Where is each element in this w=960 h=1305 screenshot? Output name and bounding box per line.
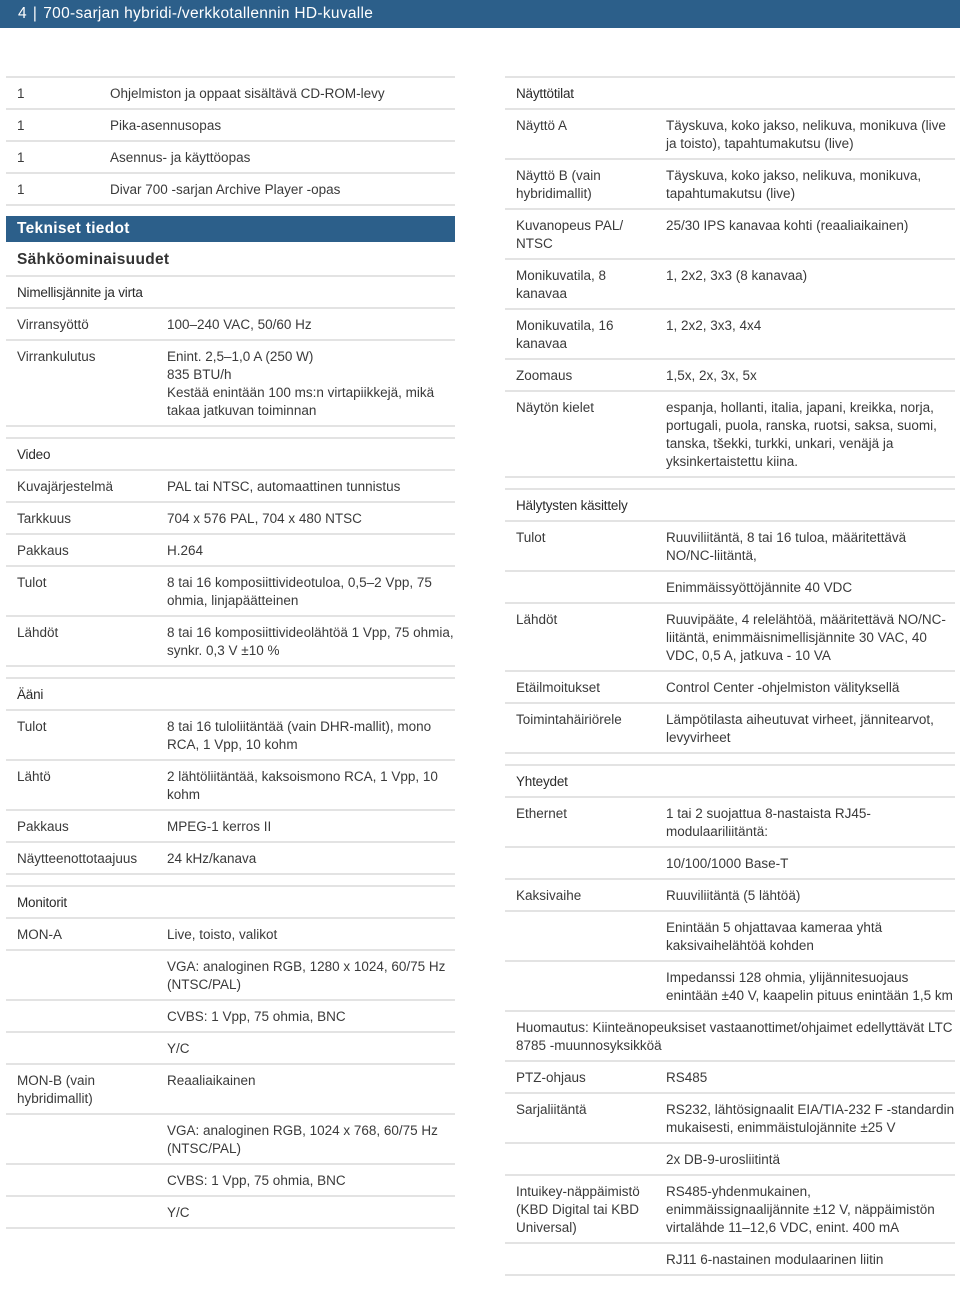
row-label [17,1122,167,1158]
row-label [17,1204,167,1222]
table-row [6,76,455,110]
power-heading: Nimellisjännite ja virta [6,277,455,309]
row-label [17,1040,167,1058]
table-row [6,617,455,667]
table-row [505,160,955,210]
row-label: 1 [17,118,25,133]
table-row [505,880,955,912]
table-row [505,360,955,392]
table-row [505,962,955,1012]
row-label [516,579,666,597]
row-label [17,958,167,994]
row-value: espanja, hollanti, italia, japani, kreikka, norja, portugali, puola, ranska, ruotsi, saksa, suomi, tanska, tšekki, turkki, unkari, venäjä ja yksinkertaistettu kiina. [666,400,937,469]
row-label: Tulot [516,530,546,545]
row-value: Enint. 2,5–1,0 A (250 W) 835 BTU/h Kestää enintään 100 ms:n virtapiikkejä, mikä takaa jatkuvan toiminnan [167,349,435,418]
table-row [6,567,455,617]
row-label: Näyttö B (vain hybridimallit) [516,168,601,201]
header-separator: | [32,5,38,22]
row-value: 1 tai 2 suojattua 8-nastaista RJ45-modulaariliitäntä: [666,806,871,839]
row-label: Tarkkuus [17,511,72,526]
audio-table [6,711,455,875]
table-row [505,912,955,962]
row-value: 2x DB-9-urosliitintä [666,1152,781,1167]
table-row [505,1062,955,1094]
row-value: 704 x 576 PAL, 704 x 480 NTSC [167,511,362,526]
table-row [6,110,455,142]
row-value: Ruuvipääte, 4 relelähtöä, määritettävä NO/NC-liitäntä, enimmäisnimellisjännite 30 VAC, 40 VDC, 0,5 A, jatkuva - 10 VA [666,612,946,663]
spacer [6,667,455,677]
table-row [6,843,455,875]
row-label: Intuikey-näppäimistö (KBD Digital tai KBD Universal) [516,1184,640,1235]
row-label: 1 [17,86,25,101]
table-row [505,110,955,160]
row-label: Zoomaus [516,368,573,383]
row-value: RS485 [666,1070,708,1085]
table-row [6,711,455,761]
left-column [6,76,455,1229]
row-value: Täyskuva, koko jakso, nelikuva, monikuva (live ja toisto), tapahtumakutsu (live) [666,118,946,151]
technical-data-heading: Tekniset tiedot [6,216,455,242]
table-row [505,704,955,754]
row-label: MON-A [17,927,62,942]
row-label: PTZ-ohjaus [516,1070,586,1085]
row-label: Lähdöt [17,625,59,640]
table-row [505,672,955,704]
display-modes-table [505,110,955,478]
row-label: Tulot [17,575,47,590]
display-modes-heading: Näyttötilat [505,76,955,110]
table-row [6,1197,455,1229]
table-row [6,503,455,535]
row-label: MON-B (vain hybridimallit) [17,1073,96,1106]
row-value: Ruuviliitäntä (5 lähtöä) [666,888,801,903]
table-row [505,1176,955,1244]
spacer [6,875,455,885]
power-table [6,309,455,427]
table-row [505,798,955,848]
row-label: Etäilmoitukset [516,680,601,695]
row-value: 1, 2x2, 3x3, 4x4 [666,318,762,333]
table-row [505,1094,955,1144]
row-value: Ohjelmiston ja oppaat sisältävä CD-ROM-levy [110,86,385,101]
table-row [505,210,955,260]
table-row [505,310,955,360]
row-label: Toimintahäiriörele [516,712,622,727]
video-table [6,471,455,667]
row-label: Lähdöt [516,612,558,627]
table-row [6,309,455,341]
table-row [505,392,955,478]
connections-heading: Yhteydet [505,764,955,798]
row-label [516,1151,666,1169]
table-row [6,1001,455,1033]
row-label: 1 [17,150,25,165]
row-value: CVBS: 1 Vpp, 75 ohmia, BNC [167,1173,346,1188]
table-row [6,1065,455,1115]
table-row [6,1115,455,1165]
table-row [6,919,455,951]
row-label: Ethernet [516,806,568,821]
document-title: 700-sarjan hybridi-/verkkotallennin HD-kuvalle [43,5,374,22]
row-label: 1 [17,182,25,197]
row-label: Näyttö A [516,118,568,133]
row-value: RJ11 6-nastainen modulaarinen liitin [666,1252,884,1267]
row-value: H.264 [167,543,204,558]
row-value: 1,5x, 2x, 3x, 5x [666,368,757,383]
row-value: 8 tai 16 komposiittivideolähtöä 1 Vpp, 75 ohmia, synkr. 0,3 V ±10 % [167,625,454,658]
table-row [505,260,955,310]
alarm-table [505,522,955,754]
row-label: Monikuvatila, 16 kanavaa [516,318,614,351]
connections-table [505,798,955,1012]
row-value: PAL tai NTSC, automaattinen tunnistus [167,479,401,494]
row-label: Pakkaus [17,543,69,558]
row-value: 24 kHz/kanava [167,851,257,866]
note-text: Huomautus: Kiinteänopeuksiset vastaanottimet/ohjaimet edellyttävät LTC 8785 -muunnosyksikköä [505,1012,955,1062]
row-value: RS232, lähtösignaalit EIA/TIA-232 F -standardin mukaisesti, enimmäistulojännite ±25 V [666,1102,955,1135]
alarm-handling-heading: Hälytysten käsittely [505,488,955,522]
row-value: 25/30 IPS kanavaa kohti (reaaliaikainen) [666,218,909,233]
table-row [6,471,455,503]
table-row [6,951,455,1001]
row-value: MPEG-1 kerros II [167,819,272,834]
row-value: RS485-yhdenmukainen, enimmäissignaalijännite ±12 V, näppäimistön virtalähde 11–12,6 VDC, enint. 400 mA [666,1184,935,1235]
table-row [505,572,955,604]
row-label: Kaksivaihe [516,888,582,903]
interfaces-table [505,1062,955,1276]
table-row [6,341,455,427]
row-label [516,919,666,955]
row-label [516,855,666,873]
row-value: 10/100/1000 Base-T [666,856,789,871]
row-label: Sarjaliitäntä [516,1102,587,1117]
page-header [0,0,960,28]
row-label: Virransyöttö [17,317,89,332]
row-label: Tulot [17,719,47,734]
audio-heading: Ääni [6,677,455,711]
table-row [6,1033,455,1065]
video-heading: Video [6,437,455,471]
row-value: 8 tai 16 tuloliitäntää (vain DHR-mallit), mono RCA, 1 Vpp, 10 kohm [167,719,432,752]
table-row [505,1144,955,1176]
monitors-table [6,919,455,1229]
row-label: Näytön kielet [516,400,595,415]
table-row [505,604,955,672]
row-value: 2 lähtöliitäntää, kaksoismono RCA, 1 Vpp, 10 kohm [167,769,438,802]
row-value: Pika-asennusopas [110,118,222,133]
row-value: 1, 2x2, 3x3 (8 kanavaa) [666,268,808,283]
table-row [505,522,955,572]
row-value: Impedanssi 128 ohmia, ylijännitesuojaus enintään ±40 V, kaapelin pituus enintään 1,5 km [666,970,953,1003]
row-value: Reaaliaikainen [167,1073,256,1088]
row-value: Live, toisto, valikot [167,927,278,942]
monitors-heading: Monitorit [6,885,455,919]
table-row [505,848,955,880]
spacer [505,478,955,488]
row-label: Pakkaus [17,819,69,834]
package-contents [6,76,455,206]
row-value: CVBS: 1 Vpp, 75 ohmia, BNC [167,1009,346,1024]
row-value: 8 tai 16 komposiittivideotuloa, 0,5–2 Vpp, 75 ohmia, linjapäätteinen [167,575,432,608]
row-value: Asennus- ja käyttöopas [110,150,251,165]
table-row [505,1244,955,1276]
row-value: 100–240 VAC, 50/60 Hz [167,317,312,332]
table-row [6,535,455,567]
table-row [6,1165,455,1197]
table-row [6,811,455,843]
row-value: Enimmäissyöttöjännite 40 VDC [666,580,853,595]
table-row [6,142,455,174]
spacer [505,754,955,764]
row-label [516,969,666,1005]
row-label [516,1251,666,1269]
row-label: Näytteenottotaajuus [17,851,138,866]
row-value: VGA: analoginen RGB, 1280 x 1024, 60/75 Hz (NTSC/PAL) [167,959,446,992]
row-label: Lähtö [17,769,51,784]
page-number: 4 [18,5,27,22]
row-label: Monikuvatila, 8 kanavaa [516,268,607,301]
row-value: VGA: analoginen RGB, 1024 x 768, 60/75 Hz (NTSC/PAL) [167,1123,438,1156]
row-value: Y/C [167,1205,190,1220]
row-value: Täyskuva, koko jakso, nelikuva, monikuva, tapahtumakutsu (live) [666,168,922,201]
row-value: Enintään 5 ohjattavaa kameraa yhtä kaksivaihelähtöä kohden [666,920,883,953]
row-value: Y/C [167,1041,190,1056]
row-label: Virrankulutus [17,349,96,364]
spacer [6,427,455,437]
table-row [6,174,455,206]
row-label [17,1172,167,1190]
electrical-heading: Sähköominaisuudet [6,242,455,277]
row-label: Kuvanopeus PAL/ NTSC [516,218,624,251]
row-label [17,1008,167,1026]
row-value: Ruuviliitäntä, 8 tai 16 tuloa, määritettävä NO/NC-liitäntä, [666,530,907,563]
row-value: Divar 700 -sarjan Archive Player -opas [110,182,341,197]
right-column [505,76,955,1276]
row-label: Kuvajärjestelmä [17,479,114,494]
table-row [6,761,455,811]
row-value: Control Center -ohjelmiston välityksellä [666,680,900,695]
row-value: Lämpötilasta aiheutuvat virheet, jännitearvot, levyvirheet [666,712,934,745]
